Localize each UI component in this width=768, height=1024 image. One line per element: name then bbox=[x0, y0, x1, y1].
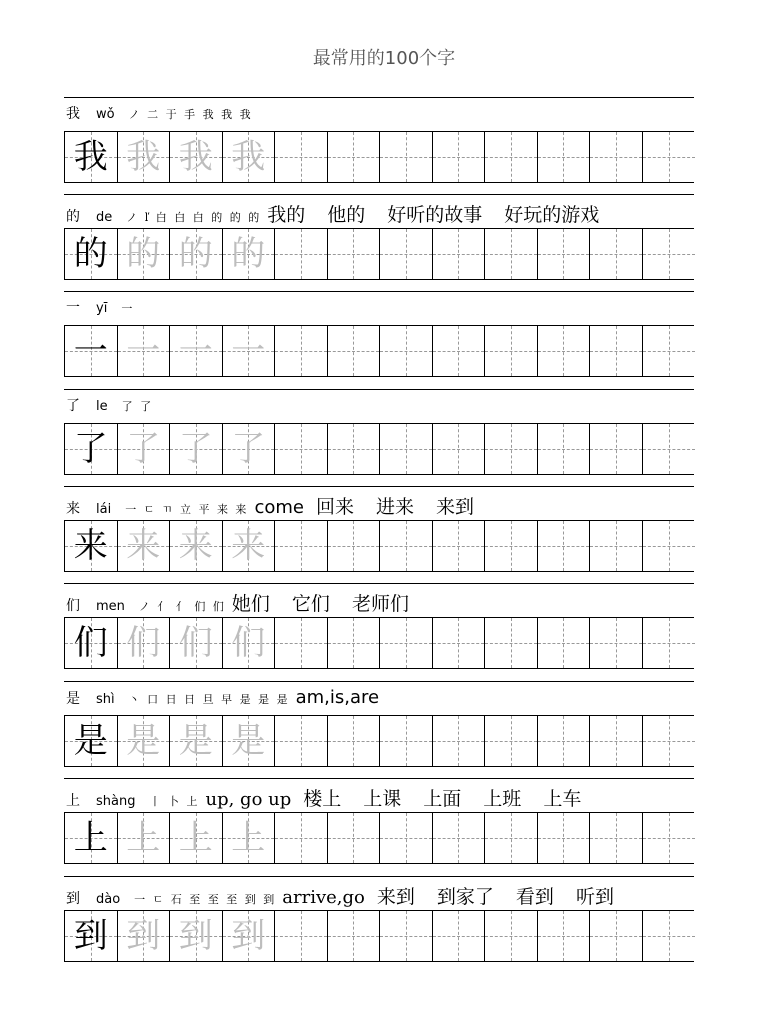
writing-cell[interactable] bbox=[275, 911, 328, 961]
writing-cell[interactable] bbox=[328, 618, 381, 668]
writing-cell[interactable] bbox=[223, 521, 276, 571]
writing-cell[interactable] bbox=[538, 911, 591, 961]
tianzige-grid bbox=[64, 423, 694, 475]
stroke-order: 了 了 bbox=[121, 400, 154, 413]
section-divider bbox=[64, 583, 694, 584]
writing-cell[interactable] bbox=[275, 813, 328, 863]
example-word: 来到 bbox=[436, 496, 475, 518]
writing-cell[interactable] bbox=[118, 132, 171, 182]
trace-character: 一 bbox=[178, 331, 213, 371]
writing-cell[interactable] bbox=[170, 424, 223, 474]
writing-cell[interactable] bbox=[223, 424, 276, 474]
character-label: 们 bbox=[66, 598, 80, 614]
writing-cell[interactable] bbox=[485, 424, 538, 474]
writing-cell[interactable] bbox=[590, 132, 643, 182]
writing-cell[interactable] bbox=[590, 424, 643, 474]
character-label: 的 bbox=[66, 209, 80, 225]
trace-character: 到 bbox=[126, 916, 161, 956]
writing-cell[interactable] bbox=[275, 521, 328, 571]
trace-character: 一 bbox=[126, 331, 161, 371]
example-word: 好玩的游戏 bbox=[504, 204, 600, 226]
stroke-order: 一 ㄷ ㄲ 立 平 来 来 bbox=[125, 503, 249, 516]
writing-cell[interactable] bbox=[485, 229, 538, 279]
character-info bbox=[66, 200, 621, 226]
writing-cell[interactable] bbox=[590, 813, 643, 863]
writing-cell[interactable] bbox=[590, 326, 643, 376]
writing-cell[interactable] bbox=[590, 521, 643, 571]
practice-section bbox=[64, 389, 694, 475]
example-word: 来到 bbox=[376, 886, 415, 908]
trace-character: 我 bbox=[231, 137, 266, 177]
practice-section bbox=[64, 194, 694, 280]
writing-cell[interactable] bbox=[275, 326, 328, 376]
pinyin-label: lái bbox=[96, 502, 112, 517]
example-word: 看到 bbox=[515, 886, 554, 908]
writing-cell[interactable] bbox=[118, 813, 171, 863]
writing-cell[interactable] bbox=[538, 132, 591, 182]
writing-cell[interactable] bbox=[328, 521, 381, 571]
writing-cell[interactable] bbox=[433, 132, 486, 182]
writing-cell[interactable] bbox=[433, 326, 486, 376]
writing-cell[interactable] bbox=[275, 229, 328, 279]
writing-cell[interactable] bbox=[328, 911, 381, 961]
writing-cell[interactable] bbox=[538, 716, 591, 766]
trace-character: 上 bbox=[126, 818, 161, 858]
writing-cell[interactable] bbox=[433, 911, 486, 961]
writing-cell[interactable] bbox=[275, 716, 328, 766]
writing-cell[interactable] bbox=[65, 618, 118, 668]
writing-cell[interactable] bbox=[485, 911, 538, 961]
writing-cell[interactable] bbox=[170, 326, 223, 376]
writing-cell[interactable] bbox=[433, 229, 486, 279]
writing-cell[interactable] bbox=[643, 813, 696, 863]
writing-cell[interactable] bbox=[223, 229, 276, 279]
character-label: 上 bbox=[66, 793, 80, 809]
pinyin-label: de bbox=[96, 210, 113, 225]
writing-cell[interactable] bbox=[275, 618, 328, 668]
model-character: 上 bbox=[73, 818, 108, 858]
tianzige-grid bbox=[64, 325, 694, 377]
trace-character: 了 bbox=[126, 429, 161, 469]
trace-character: 是 bbox=[178, 721, 213, 761]
character-label: 来 bbox=[66, 501, 80, 517]
stroke-order: 一 bbox=[121, 302, 135, 315]
section-divider bbox=[64, 97, 694, 98]
example-word: 听到 bbox=[575, 886, 614, 908]
stroke-order: 丶 口 日 日 旦 早 是 是 是 bbox=[128, 693, 290, 706]
writing-cell[interactable] bbox=[433, 618, 486, 668]
trace-character: 到 bbox=[178, 916, 213, 956]
writing-cell[interactable] bbox=[65, 813, 118, 863]
trace-character: 是 bbox=[231, 721, 266, 761]
character-label: 了 bbox=[66, 398, 80, 414]
character-label: 到 bbox=[66, 891, 80, 907]
section-divider bbox=[64, 778, 694, 779]
writing-cell[interactable] bbox=[643, 424, 696, 474]
example-word: 上班 bbox=[483, 788, 522, 810]
example-word: 上车 bbox=[543, 788, 582, 810]
writing-cell[interactable] bbox=[223, 911, 276, 961]
character-info bbox=[66, 395, 159, 417]
writing-cell[interactable] bbox=[380, 813, 433, 863]
writing-cell[interactable] bbox=[65, 326, 118, 376]
writing-cell[interactable] bbox=[65, 716, 118, 766]
trace-character: 了 bbox=[231, 429, 266, 469]
writing-cell[interactable] bbox=[380, 229, 433, 279]
character-info bbox=[66, 492, 496, 518]
pinyin-label: wǒ bbox=[96, 107, 115, 122]
pinyin-label: shàng bbox=[96, 794, 136, 809]
writing-cell[interactable] bbox=[643, 229, 696, 279]
pinyin-label: men bbox=[96, 599, 125, 614]
writing-cell[interactable] bbox=[118, 618, 171, 668]
tianzige-grid bbox=[64, 617, 694, 669]
tianzige-grid bbox=[64, 812, 694, 864]
section-divider bbox=[64, 194, 694, 195]
writing-cell[interactable] bbox=[380, 326, 433, 376]
example-word: 老师们 bbox=[351, 593, 409, 615]
trace-character: 来 bbox=[231, 526, 266, 566]
writing-cell[interactable] bbox=[275, 424, 328, 474]
writing-cell[interactable] bbox=[223, 326, 276, 376]
writing-cell[interactable] bbox=[643, 911, 696, 961]
writing-cell[interactable] bbox=[380, 911, 433, 961]
writing-cell[interactable] bbox=[170, 618, 223, 668]
writing-cell[interactable] bbox=[170, 716, 223, 766]
writing-cell[interactable] bbox=[485, 618, 538, 668]
writing-cell[interactable] bbox=[170, 521, 223, 571]
page-title: 最常用的100个字 bbox=[312, 48, 456, 69]
writing-cell[interactable] bbox=[590, 716, 643, 766]
character-info bbox=[66, 589, 431, 615]
character-info bbox=[66, 297, 140, 319]
writing-cell[interactable] bbox=[485, 132, 538, 182]
example-word: 楼上 bbox=[303, 788, 342, 810]
writing-cell[interactable] bbox=[538, 813, 591, 863]
writing-cell[interactable] bbox=[328, 424, 381, 474]
writing-cell[interactable] bbox=[643, 326, 696, 376]
writing-cell[interactable] bbox=[65, 132, 118, 182]
example-word: 他的 bbox=[327, 204, 366, 226]
writing-cell[interactable] bbox=[118, 716, 171, 766]
writing-cell[interactable] bbox=[118, 326, 171, 376]
writing-cell[interactable] bbox=[433, 813, 486, 863]
stroke-order: ノ 二 于 手 我 我 我 bbox=[128, 108, 253, 121]
writing-cell[interactable] bbox=[485, 521, 538, 571]
writing-cell[interactable] bbox=[223, 813, 276, 863]
writing-cell[interactable] bbox=[590, 618, 643, 668]
writing-cell[interactable] bbox=[328, 716, 381, 766]
example-word: 上课 bbox=[363, 788, 402, 810]
writing-cell[interactable] bbox=[485, 813, 538, 863]
model-character: 来 bbox=[73, 526, 108, 566]
model-character: 的 bbox=[73, 234, 108, 274]
tianzige-grid bbox=[64, 520, 694, 572]
practice-section bbox=[64, 583, 694, 669]
writing-cell[interactable] bbox=[538, 229, 591, 279]
english-meaning: come bbox=[254, 497, 304, 518]
trace-character: 来 bbox=[178, 526, 213, 566]
trace-character: 的 bbox=[126, 234, 161, 274]
example-word: 她们 bbox=[231, 593, 270, 615]
example-word: 好听的故事 bbox=[387, 204, 483, 226]
writing-cell[interactable] bbox=[328, 132, 381, 182]
character-label: 一 bbox=[66, 300, 80, 316]
writing-cell[interactable] bbox=[223, 618, 276, 668]
model-character: 了 bbox=[73, 429, 108, 469]
stroke-order: ノ 亻 亻 们 们 bbox=[138, 600, 226, 613]
writing-cell[interactable] bbox=[485, 716, 538, 766]
trace-character: 了 bbox=[178, 429, 213, 469]
trace-character: 们 bbox=[178, 623, 213, 663]
writing-cell[interactable] bbox=[170, 813, 223, 863]
writing-cell[interactable] bbox=[538, 326, 591, 376]
trace-character: 来 bbox=[126, 526, 161, 566]
writing-cell[interactable] bbox=[65, 911, 118, 961]
writing-cell[interactable] bbox=[328, 229, 381, 279]
character-label: 是 bbox=[66, 691, 80, 707]
writing-cell[interactable] bbox=[65, 424, 118, 474]
practice-section bbox=[64, 291, 694, 377]
trace-character: 我 bbox=[126, 137, 161, 177]
character-info bbox=[66, 103, 259, 125]
writing-cell[interactable] bbox=[433, 716, 486, 766]
pinyin-label: yī bbox=[96, 301, 108, 316]
section-divider bbox=[64, 486, 694, 487]
writing-cell[interactable] bbox=[170, 132, 223, 182]
writing-cell[interactable] bbox=[118, 911, 171, 961]
writing-cell[interactable] bbox=[380, 424, 433, 474]
character-info bbox=[66, 784, 603, 810]
pinyin-label: shì bbox=[96, 692, 115, 707]
writing-cell[interactable] bbox=[223, 716, 276, 766]
model-character: 我 bbox=[73, 137, 108, 177]
example-word: 进来 bbox=[375, 496, 414, 518]
trace-character: 我 bbox=[178, 137, 213, 177]
tianzige-grid bbox=[64, 910, 694, 962]
trace-character: 上 bbox=[231, 818, 266, 858]
trace-character: 的 bbox=[178, 234, 213, 274]
example-word: 到家了 bbox=[436, 886, 494, 908]
writing-cell[interactable] bbox=[485, 326, 538, 376]
stroke-order: 一 ㄷ 石 至 至 至 到 到 bbox=[134, 893, 277, 906]
trace-character: 们 bbox=[126, 623, 161, 663]
tianzige-grid bbox=[64, 228, 694, 280]
practice-section bbox=[64, 97, 694, 183]
writing-cell[interactable] bbox=[170, 911, 223, 961]
writing-cell[interactable] bbox=[170, 229, 223, 279]
practice-section bbox=[64, 681, 694, 767]
writing-cell[interactable] bbox=[380, 132, 433, 182]
writing-cell[interactable] bbox=[380, 618, 433, 668]
tianzige-grid bbox=[64, 715, 694, 767]
trace-character: 的 bbox=[231, 234, 266, 274]
writing-cell[interactable] bbox=[118, 229, 171, 279]
writing-cell[interactable] bbox=[380, 716, 433, 766]
writing-cell[interactable] bbox=[643, 716, 696, 766]
example-word: 上面 bbox=[423, 788, 462, 810]
example-word: 它们 bbox=[291, 593, 330, 615]
character-info bbox=[66, 882, 636, 908]
english-meaning: up, go up bbox=[205, 789, 292, 810]
writing-cell[interactable] bbox=[65, 521, 118, 571]
stroke-order: ノ ľ 白 白 白 的 的 的 bbox=[126, 211, 262, 224]
writing-cell[interactable] bbox=[65, 229, 118, 279]
trace-character: 一 bbox=[231, 331, 266, 371]
writing-cell[interactable] bbox=[328, 813, 381, 863]
section-divider bbox=[64, 876, 694, 877]
section-divider bbox=[64, 291, 694, 292]
writing-cell[interactable] bbox=[538, 618, 591, 668]
model-character: 一 bbox=[73, 331, 108, 371]
character-label: 我 bbox=[66, 106, 80, 122]
model-character: 是 bbox=[73, 721, 108, 761]
stroke-order: 丨 卜 上 bbox=[149, 795, 200, 808]
writing-cell[interactable] bbox=[118, 424, 171, 474]
writing-cell[interactable] bbox=[433, 424, 486, 474]
writing-cell[interactable] bbox=[538, 424, 591, 474]
writing-cell[interactable] bbox=[118, 521, 171, 571]
writing-cell[interactable] bbox=[643, 132, 696, 182]
section-divider bbox=[64, 681, 694, 682]
english-meaning: arrive,go bbox=[282, 887, 365, 908]
pinyin-label: dào bbox=[96, 892, 121, 907]
practice-section bbox=[64, 778, 694, 864]
writing-cell[interactable] bbox=[433, 521, 486, 571]
writing-cell[interactable] bbox=[590, 229, 643, 279]
practice-section bbox=[64, 486, 694, 572]
example-word: 回来 bbox=[315, 496, 354, 518]
pinyin-label: le bbox=[96, 399, 108, 414]
writing-cell[interactable] bbox=[328, 326, 381, 376]
writing-cell[interactable] bbox=[643, 521, 696, 571]
trace-character: 到 bbox=[231, 916, 266, 956]
english-meaning: am,is,are bbox=[295, 687, 380, 708]
trace-character: 是 bbox=[126, 721, 161, 761]
trace-character: 上 bbox=[178, 818, 213, 858]
writing-cell[interactable] bbox=[275, 132, 328, 182]
tianzige-grid bbox=[64, 131, 694, 183]
section-divider bbox=[64, 389, 694, 390]
writing-cell[interactable] bbox=[538, 521, 591, 571]
model-character: 到 bbox=[73, 916, 108, 956]
writing-cell[interactable] bbox=[643, 618, 696, 668]
example-word: 我的 bbox=[267, 204, 306, 226]
writing-cell[interactable] bbox=[590, 911, 643, 961]
trace-character: 们 bbox=[231, 623, 266, 663]
model-character: 们 bbox=[73, 623, 108, 663]
practice-section bbox=[64, 876, 694, 962]
writing-cell[interactable] bbox=[380, 521, 433, 571]
writing-cell[interactable] bbox=[223, 132, 276, 182]
character-info bbox=[66, 687, 391, 709]
